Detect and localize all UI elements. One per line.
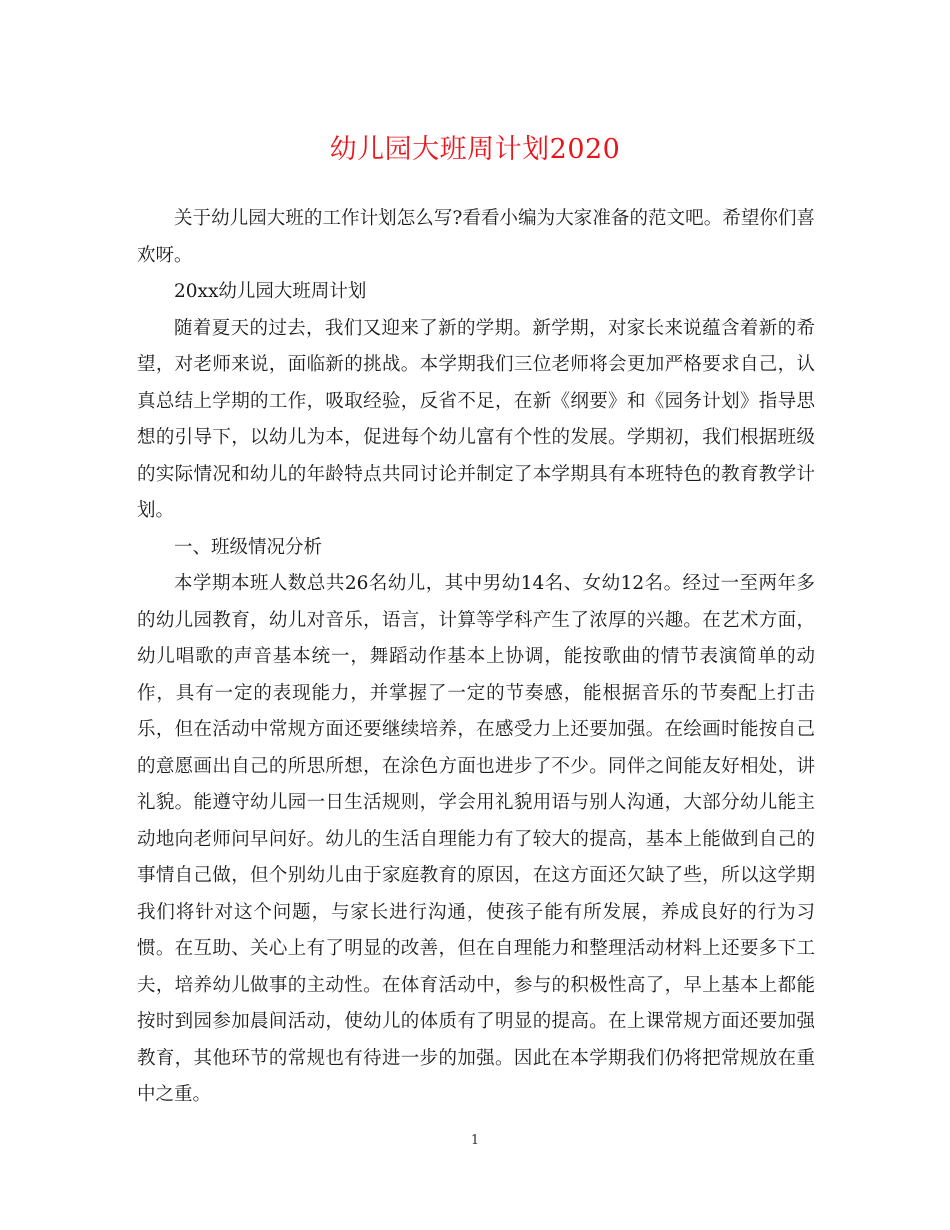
class-analysis-paragraph: 本学期本班人数总共26名幼儿，其中男幼14名、女幼12名。经过一至两年多的幼儿园教育，幼儿对音乐，语言，计算等学科产生了浓厚的兴趣。在艺术方面，幼儿唱歌的声音基本统一，舞蹈动作基本上协调，能按歌曲的情节表演简单的动作，具有一定的表现能力，并掌握了一定的节奏感，能根据音乐的节奏配上打击乐，但在活动中常规方面还要继续培养，在感受力上还要加强。在绘画时能按自己的意愿画出自己的所思所想，在涂色方面也进步了不少。同伴之间能友好相处，讲礼貌。能遵守幼儿园一日生活规则，学会用礼貌用语与别人沟通，大部分幼儿能主动地向老师问早问好。幼儿的生活自理能力有了较大的提高，基本上能做到自己的事情自己做，但个别幼儿由于家庭教育的原因，在这方面还欠缺了些，所以这学期我们将针对这个问题，与家长进行沟通，使孩子能有所发展，养成良好的行为习惯。在互助、关心上有了明显的改善，但在自理能力和整理活动材料上还要多下工夫，培养幼儿做事的主动性。在体育活动中，参与的积极性高了，早上基本上都能按时到园参加晨间活动，使幼儿的体质有了明显的提高。在上课常规方面还要加强教育，其他环节的常规也有待进一步的加强。因此在本学期我们仍将把常规放在重中之重。 [137, 573, 815, 1105]
section-heading-class-analysis: 一、班级情况分析 [174, 536, 323, 558]
document-body [137, 201, 815, 1114]
overview-paragraph: 随着夏天的过去，我们又迎来了新的学期。新学期，对家长来说蕴含着新的希望，对老师来说，面临新的挑战。本学期我们三位老师将会更加严格要求自己，认真总结上学期的工作，吸取经验，反省不足，在新《纲要》和《园务计划》指导思想的引导下，以幼儿为本，促进每个幼儿富有个性的发展。学期初，我们根据班级的实际情况和幼儿的年龄特点共同讨论并制定了本学期具有本班特色的教育教学计划。 [137, 317, 815, 521]
page-number: 1 [470, 1133, 480, 1148]
intro-paragraph: 关于幼儿园大班的工作计划怎么写?看看小编为大家准备的范文吧。希望你们喜欢呀。 [137, 208, 815, 266]
section-heading-plan: 20xx幼儿园大班周计划 [174, 281, 367, 302]
document-title: 幼儿园大班周计划2020 [329, 134, 621, 165]
